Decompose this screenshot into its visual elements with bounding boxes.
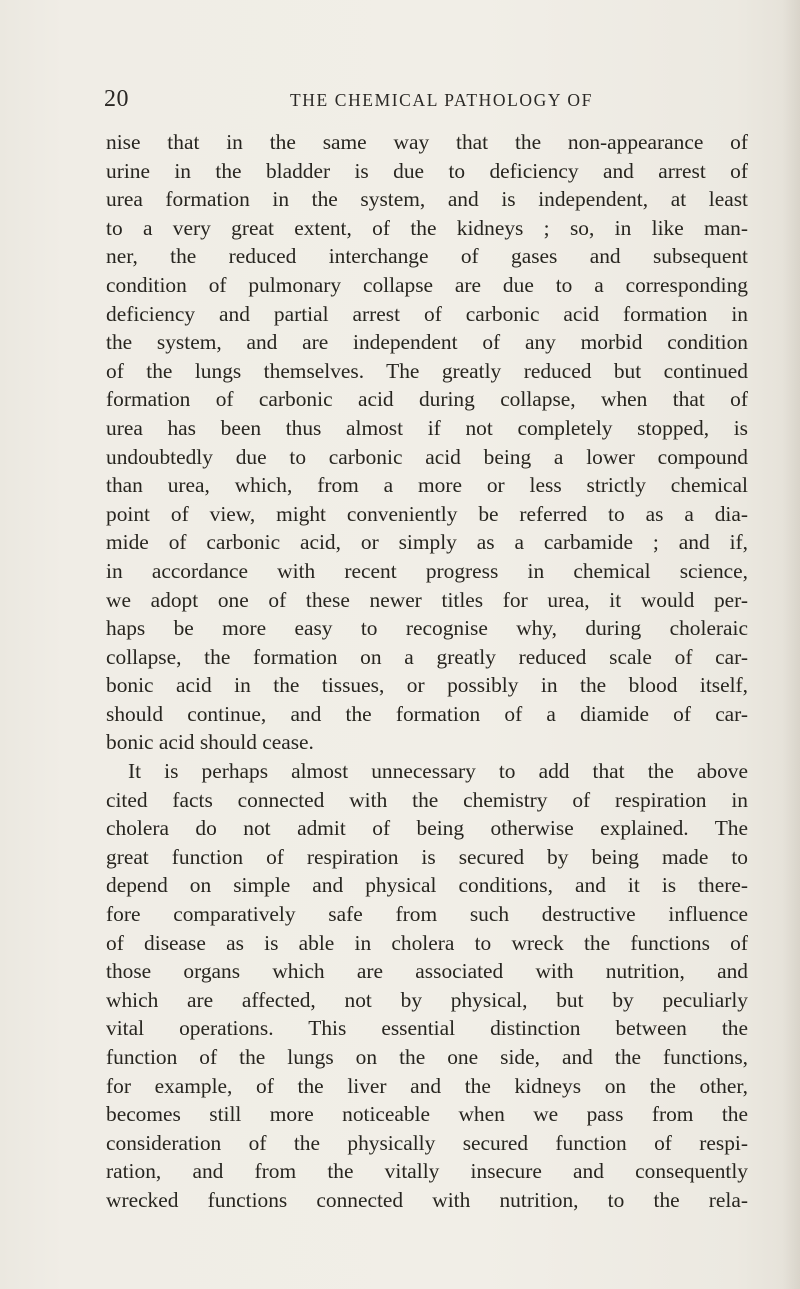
text-line: urea has been thus almost if not completely stopped, is — [106, 415, 748, 440]
text-line: great function of respiration is secured by being made to — [106, 844, 748, 869]
text-line: in accordance with recent progress in chemical science, — [106, 558, 748, 583]
text-line: ner, the reduced interchange of gases and subsequent — [106, 244, 748, 269]
page-edge-shadow — [782, 0, 800, 1289]
text-line: should continue, and the formation of a diamide of car- — [106, 701, 748, 726]
text-line: wrecked functions connected with nutrition, to the rela- — [106, 1187, 748, 1212]
text-line: nise that in the same way that the non-appearance of — [106, 130, 748, 154]
text-line: undoubtedly due to carbonic acid being a lower compound — [106, 444, 748, 469]
page-number: 20 — [104, 86, 129, 112]
text-line: urea formation in the system, and is independent, at least — [106, 187, 748, 212]
text-line: for example, of the liver and the kidneys on the other, — [106, 1073, 748, 1098]
text-line: consideration of the physically secured function of respi- — [106, 1130, 748, 1155]
text-line: depend on simple and physical conditions, and it is there- — [106, 873, 748, 898]
text-line: haps be more easy to recognise why, during choleraic — [106, 616, 748, 641]
text-line: of the lungs themselves. The greatly reduced but continued — [106, 358, 748, 383]
text-line: than urea, which, from a more or less strictly chemical — [106, 473, 748, 498]
text-line: formation of carbonic acid during collapse, when that of — [106, 387, 748, 412]
text-line: the system, and are independent of any morbid condition — [106, 330, 748, 355]
running-title: THE CHEMICAL PATHOLOGY OF — [290, 90, 593, 110]
paragraph-last-line: bonic acid should cease. — [106, 730, 314, 755]
text-line: deficiency and partial arrest of carbonic acid formation in — [106, 301, 748, 326]
text-line: bonic acid in the tissues, or possibly in the blood itself, — [106, 673, 748, 698]
text-line: cholera do not admit of being otherwise explained. The — [106, 816, 748, 841]
text-line: of disease as is able in cholera to wreck the functions of — [106, 930, 748, 955]
text-line: cited facts connected with the chemistry of respiration in — [106, 787, 748, 812]
text-line: to a very great extent, of the kidneys ; so, in like man- — [106, 215, 748, 240]
paragraph-first-line: It is perhaps almost unnecessary to add that the above — [128, 759, 748, 784]
text-line: we adopt one of these newer titles for urea, it would per- — [106, 587, 748, 612]
text-line: fore comparatively safe from such destructive influence — [106, 902, 748, 927]
text-line: becomes still more noticeable when we pass from the — [106, 1102, 748, 1127]
text-line: function of the lungs on the one side, and the functions, — [106, 1045, 748, 1069]
text-line: urine in the bladder is due to deficiency and arrest of — [106, 158, 748, 183]
body-text — [106, 128, 748, 1215]
text-line: point of view, might conveniently be referred to as a dia- — [106, 501, 748, 526]
page-header — [0, 86, 800, 116]
text-line: collapse, the formation on a greatly reduced scale of car- — [106, 644, 748, 669]
text-line: which are affected, not by physical, but by peculiarly — [106, 987, 748, 1012]
text-line: those organs which are associated with nutrition, and — [106, 959, 748, 984]
text-line: ration, and from the vitally insecure and consequently — [106, 1159, 748, 1184]
text-line: condition of pulmonary collapse are due to a corresponding — [106, 272, 748, 297]
text-line: mide of carbonic acid, or simply as a carbamide ; and if, — [106, 530, 748, 555]
text-line: vital operations. This essential distinction between the — [106, 1016, 748, 1041]
